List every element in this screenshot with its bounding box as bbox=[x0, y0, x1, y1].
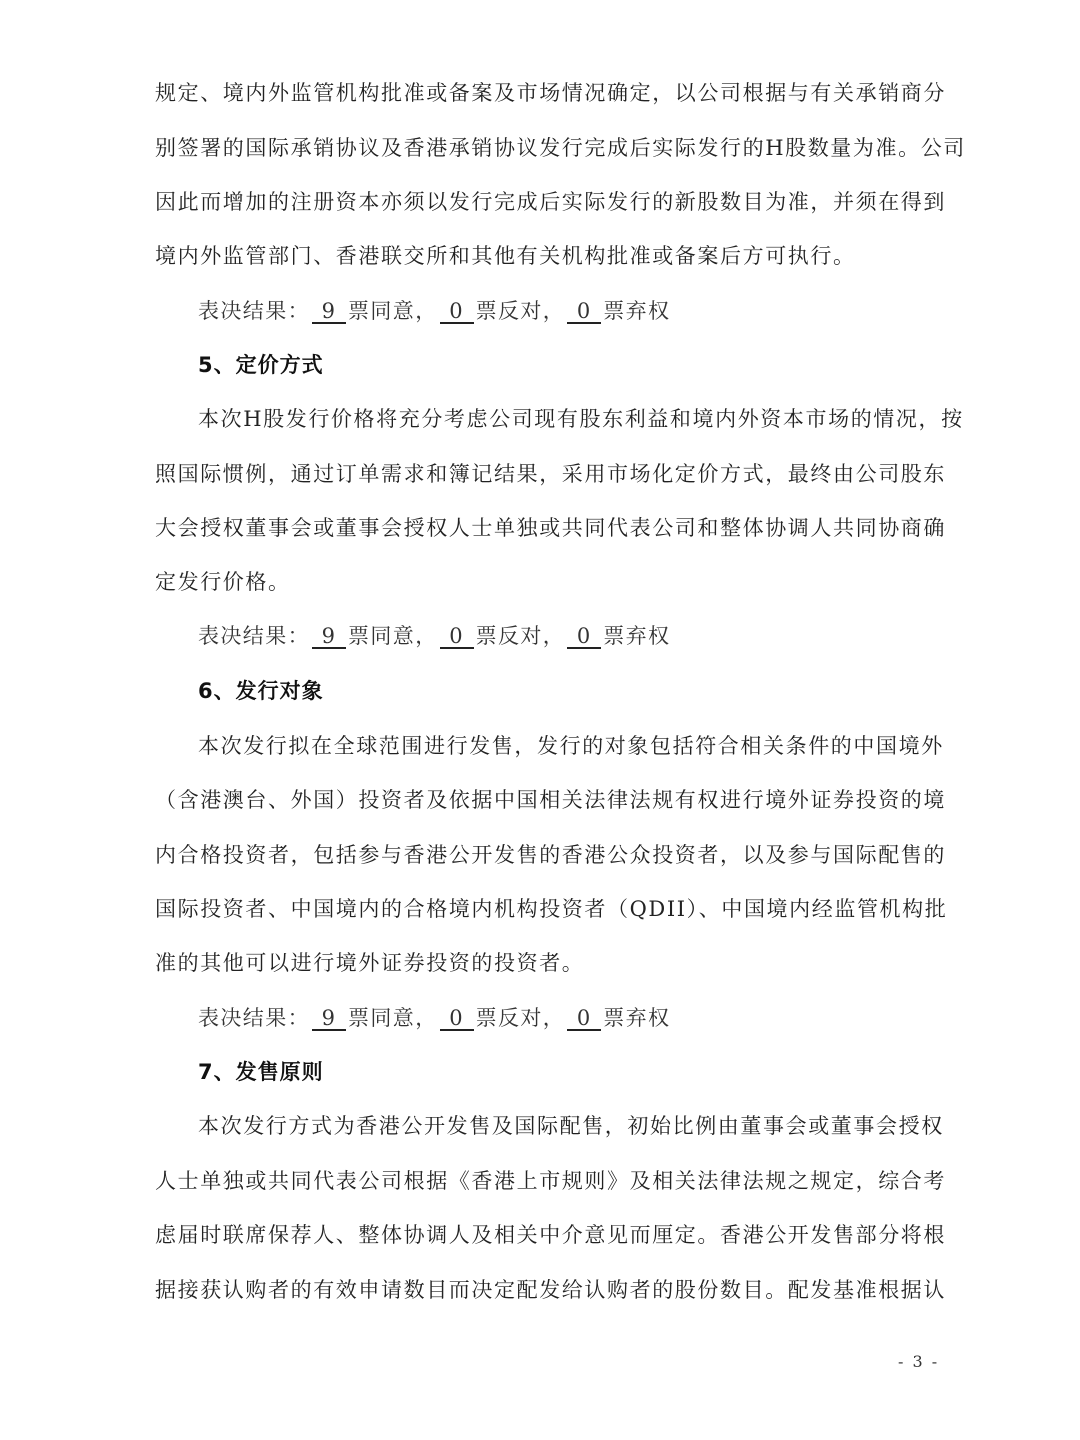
paragraph-line: 据接获认购者的有效申请数目而决定配发给认购者的股份数目。配发基准根据认 bbox=[155, 1278, 946, 1302]
paragraph-line: （含港澳台、外国）投资者及依据中国相关法律法规有权进行境外证券投资的境 bbox=[155, 788, 946, 812]
paragraph-line: 因此而增加的注册资本亦须以发行完成后实际发行的新股数目为准，并须在得到 bbox=[155, 190, 946, 214]
paragraph-line: 本次发行方式为香港公开发售及国际配售，初始比例由董事会或董事会授权 bbox=[198, 1114, 944, 1138]
paragraph-line: 定发行价格。 bbox=[155, 570, 291, 594]
approve-count: 9 bbox=[312, 1007, 346, 1031]
approve-count: 9 bbox=[312, 625, 346, 649]
vote-result bbox=[198, 1003, 670, 1033]
oppose-label: 票反对， bbox=[475, 1006, 566, 1030]
paragraph-line: 本次发行拟在全球范围进行发售，发行的对象包括符合相关条件的中国境外 bbox=[198, 734, 944, 758]
paragraph-line: 境内外监管部门、香港联交所和其他有关机构批准或备案后方可执行。 bbox=[155, 244, 856, 268]
approve-label: 票同意， bbox=[348, 1006, 438, 1030]
abstain-count: 0 bbox=[567, 1007, 601, 1031]
oppose-count: 0 bbox=[440, 300, 474, 324]
vote-result bbox=[198, 621, 670, 651]
abstain-label: 票弃权 bbox=[603, 299, 671, 323]
paragraph-line: 准的其他可以进行境外证券投资的投资者。 bbox=[155, 951, 585, 975]
abstain-count: 0 bbox=[567, 625, 601, 649]
vote-label: 表决结果： bbox=[198, 624, 310, 648]
page-number: - 3 - bbox=[898, 1352, 940, 1371]
approve-label: 票同意， bbox=[348, 624, 438, 648]
vote-label: 表决结果： bbox=[198, 299, 310, 323]
abstain-count: 0 bbox=[567, 300, 601, 324]
paragraph-line: 别签署的国际承销协议及香港承销协议发行完成后实际发行的H股数量为准。公司 bbox=[155, 136, 966, 160]
paragraph-line: 本次H股发行价格将充分考虑公司现有股东利益和境内外资本市场的情况，按 bbox=[198, 407, 964, 431]
paragraph-line: 虑届时联席保荐人、整体协调人及相关中介意见而厘定。香港公开发售部分将根 bbox=[155, 1223, 946, 1247]
oppose-count: 0 bbox=[440, 625, 474, 649]
paragraph-line: 大会授权董事会或董事会授权人士单独或共同代表公司和整体协调人共同协商确 bbox=[155, 516, 946, 540]
vote-label: 表决结果： bbox=[198, 1006, 310, 1030]
oppose-count: 0 bbox=[440, 1007, 474, 1031]
oppose-label: 票反对， bbox=[475, 299, 566, 323]
approve-count: 9 bbox=[312, 300, 346, 324]
section-heading-target-investors: 6、发行对象 bbox=[198, 679, 324, 703]
vote-result bbox=[198, 296, 670, 326]
abstain-label: 票弃权 bbox=[603, 1006, 671, 1030]
abstain-label: 票弃权 bbox=[603, 624, 671, 648]
section-heading-pricing: 5、定价方式 bbox=[198, 353, 324, 377]
section-heading-offering-principle: 7、发售原则 bbox=[198, 1060, 324, 1084]
oppose-label: 票反对， bbox=[475, 624, 566, 648]
paragraph-line: 规定、境内外监管机构批准或备案及市场情况确定，以公司根据与有关承销商分 bbox=[155, 81, 946, 105]
approve-label: 票同意， bbox=[348, 299, 438, 323]
paragraph-line: 照国际惯例，通过订单需求和簿记结果，采用市场化定价方式，最终由公司股东 bbox=[155, 462, 946, 486]
paragraph-line: 国际投资者、中国境内的合格境内机构投资者（QDII）、中国境内经监管机构批 bbox=[155, 897, 948, 921]
paragraph-line: 人士单独或共同代表公司根据《香港上市规则》及相关法律法规之规定，综合考 bbox=[155, 1169, 946, 1193]
paragraph-line: 内合格投资者，包括参与香港公开发售的香港公众投资者，以及参与国际配售的 bbox=[155, 843, 946, 867]
